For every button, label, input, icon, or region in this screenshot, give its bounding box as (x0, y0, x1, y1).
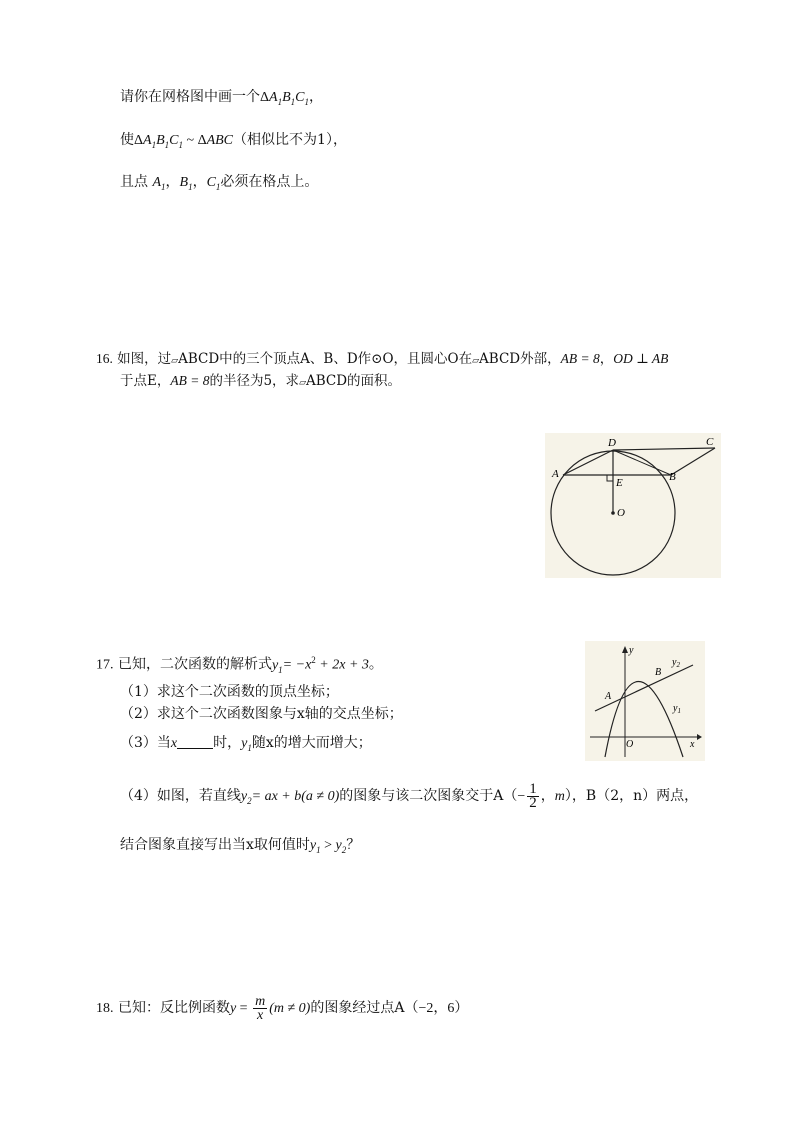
label-o: O (617, 507, 625, 519)
q16-line-2: 于点E，AB = 8的半径为5，求▱ABCD的面积。 (120, 373, 402, 389)
label-y2: $y_2$ (672, 657, 680, 669)
q17-figure-background (585, 641, 705, 761)
label-c: C (706, 436, 714, 448)
intro-line-2: 使$\Delta A_1B_1C_1$ ~ ΔABC（相似比不为1）， (120, 132, 347, 150)
q17-stem: 17. 已知，二次函数的解析式$y_1= -x^2 + 2x + 3$。 (96, 655, 383, 675)
q17-part-5: 结合图象直接写出当x取何值时$y_1 > y_2$？ (120, 837, 361, 855)
q17-figure (585, 641, 705, 761)
fraction-m-over-x: $\frac{m}{x}$ (255, 993, 266, 1023)
label-b: B (669, 471, 676, 483)
intro-line-3: 且点 $A_1$，$B_1$，$C_1$必须在格点上。 (120, 174, 319, 192)
label-a: A (605, 691, 612, 702)
label-b: B (655, 667, 662, 678)
label-a: A (552, 468, 559, 480)
q16-figure (545, 433, 721, 578)
intro-line-1: 请你在网格图中画一个$\Delta A_1B_1C_1$， (120, 89, 323, 107)
circle-dot-symbol: ⊙ (371, 351, 383, 366)
q17-part-4: （4）如图，若直线$y_2=$ ax + b(a ≠ 0)的图象与该二次图象交于A（− $\frac{1}{2}$ ，m），B（2，n）两点， (120, 780, 699, 811)
label-y-axis: y (629, 645, 634, 656)
label-y1: $y_1$ (673, 703, 681, 715)
label-o: O (626, 739, 634, 750)
q17-part-1: （1）求这个二次函数的顶点坐标； (120, 684, 339, 700)
parallelogram-symbol: ▱ (171, 355, 179, 365)
q17-part-3: （3）当x 时，$y_1$随x的增大而增大； (120, 735, 372, 753)
q17-part-2: （2）求这个二次函数图象与x轴的交点坐标； (120, 706, 403, 722)
answer-blank[interactable] (177, 734, 213, 749)
fraction-one-half: $\frac{1}{2}$ (529, 780, 537, 811)
q16-line-1: 16. 如图，过▱ABCD中的三个顶点A、B、D作⊙O，且圆心O在▱ABCD外部，AB = 8，OD ⊥ AB (96, 351, 669, 367)
q18-stem: 18. 已知：反比例函数y = $\frac{m}{x}$ (m ≠ 0)的图象经过点A（−2，6） (96, 993, 469, 1023)
label-x-axis: x (690, 739, 695, 750)
label-d: D (608, 437, 616, 449)
label-e: E (616, 477, 623, 489)
point-o (611, 511, 615, 515)
